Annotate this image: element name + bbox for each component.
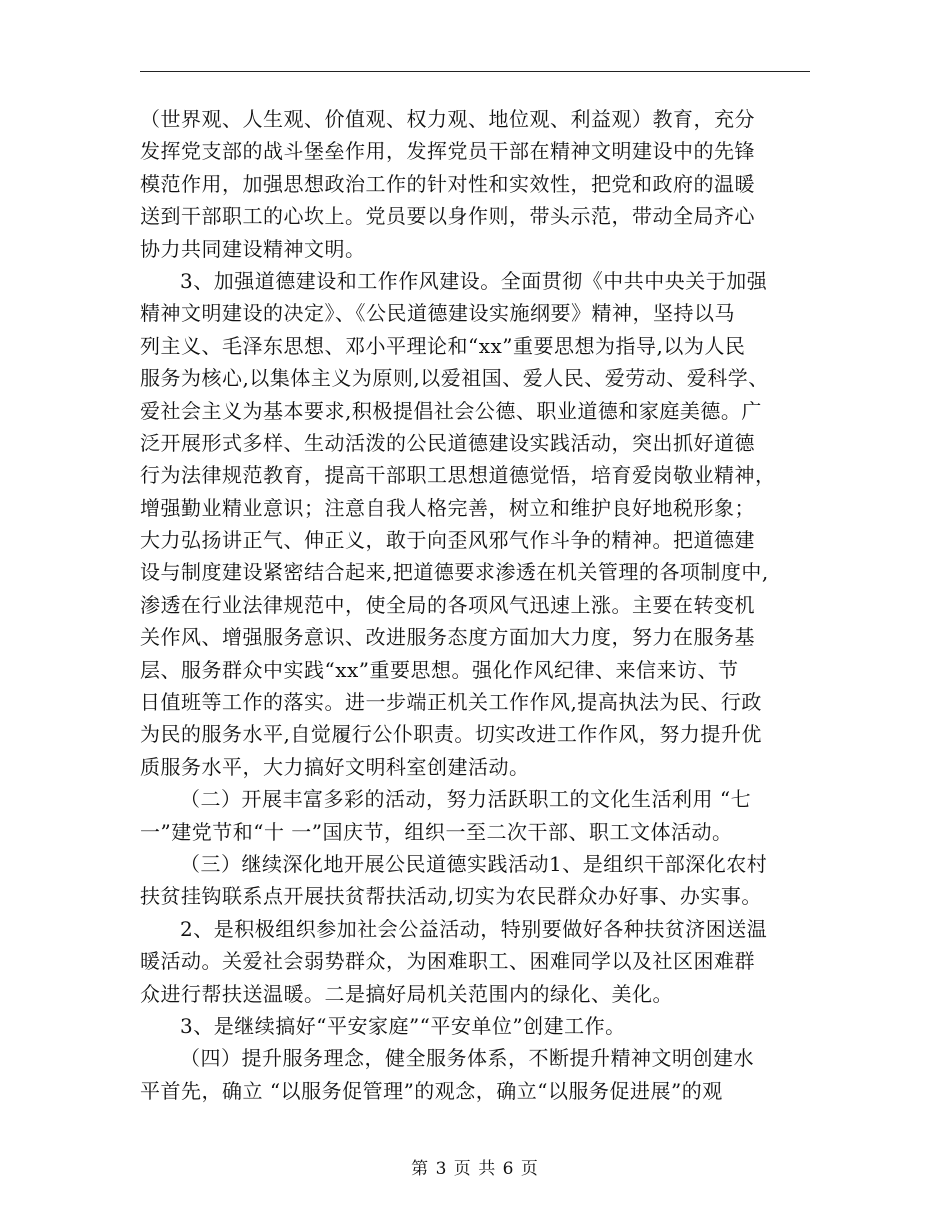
text-line: 层、服务群众中实践“xx”重要思想。强化作风纪律、来信来访、节 (140, 657, 739, 682)
text-line: 大力弘扬讲正气、伸正义，敢于向歪风邪气作斗争的精神。把道德建 (140, 528, 755, 553)
text-line: 模范作用，加强思想政治工作的针对性和实效性，把党和政府的温暖 (140, 171, 755, 196)
text-line: 爱社会主义为基本要求,积极提倡社会公德、职业道德和家庭美德。广 (140, 398, 762, 423)
text-line: 发挥党支部的战斗堡垒作用，发挥党员干部在精神文明建设中的先锋 (140, 139, 755, 164)
text-line: 服务为核心,以集体主义为原则,以爱祖国、爱人民、爱劳动、爱科学、 (140, 366, 769, 391)
text-line: 3、是继续搞好“平安家庭”“平安单位”创建工作。 (180, 1013, 626, 1038)
text-line: 泛开展形式多样、生动活泼的公民道德建设实践活动，突出抓好道德 (140, 430, 755, 455)
text-line: 渗透在行业法律规范中，使全局的各项风气迅速上涨。主要在转变机 (140, 592, 755, 617)
text-line: 3、加强道德建设和工作作风建设。全面贯彻《中共中央关于加强 (180, 268, 768, 293)
header-rule (140, 71, 810, 72)
text-line: 设与制度建设紧密结合起来,把道德要求渗透在机关管理的各项制度中, (140, 560, 769, 585)
text-line: （世界观、人生观、价值观、权力观、地位观、利益观）教育，充分 (140, 107, 755, 131)
text-line: （二）开展丰富多彩的活动，努力活跃职工的文化生活利用 “七 (180, 787, 752, 812)
text-line: 暖活动。关爱社会弱势群众，为困难职工、困难同学以及社区困难群 (140, 949, 755, 974)
text-line: 众进行帮扶送温暖。二是搞好局机关范围内的绿化、美化。 (140, 981, 673, 1006)
text-line: 2、是积极组织参加社会公益活动，特别要做好各种扶贫济困送温 (180, 916, 768, 941)
text-line: 行为法律规范教育，提高干部职工思想道德觉悟，培育爱岗敬业精神， (140, 463, 776, 488)
text-line: （四）提升服务理念，健全服务体系，不断提升精神文明创建水 (180, 1046, 754, 1071)
page-footer: 第 3 页 共 6 页 (411, 1159, 539, 1179)
text-line: 关作风、增强服务意识、改进服务态度方面加大力度，努力在服务基 (140, 625, 755, 650)
text-line: 质服务水平，大力搞好文明科室创建活动。 (140, 754, 530, 779)
text-line: （三）继续深化地开展公民道德实践活动1、是组织干部深化农村 (180, 851, 768, 876)
text-line: 扶贫挂钩联系点开展扶贫帮扶活动,切实为农民群众办好事、办实事。 (140, 884, 762, 909)
text-line: 平首先，确立 “以服务促管理”的观念，确立“以服务促进展”的观 (140, 1078, 723, 1103)
text-line: 协力共同建设精神文明。 (140, 236, 366, 261)
text-line: 列主义、毛泽东思想、邓小平理论和“xx”重要思想为指导,以为人民 (140, 333, 746, 358)
text-line: 日值班等工作的落实。进一步端正机关工作作风,提高执法为民、行政 (140, 690, 762, 715)
text-line: 精神文明建设的决定》、《公民道德建设实施纲要》精神，坚持以马 (140, 301, 735, 326)
text-line: 送到干部职工的心坎上。党员要以身作则，带头示范，带动全局齐心 (140, 204, 755, 229)
text-line: 一”建党节和“十 一”国庆节，组织一至二次干部、职工文体活动。 (140, 819, 733, 844)
text-line: 为民的服务水平,自觉履行公仆职责。切实改进工作作风，努力提升优 (140, 722, 762, 747)
document-body (140, 103, 810, 1107)
text-line: 增强勤业精业意识；注意自我人格完善，树立和维护良好地税形象； (140, 495, 755, 520)
